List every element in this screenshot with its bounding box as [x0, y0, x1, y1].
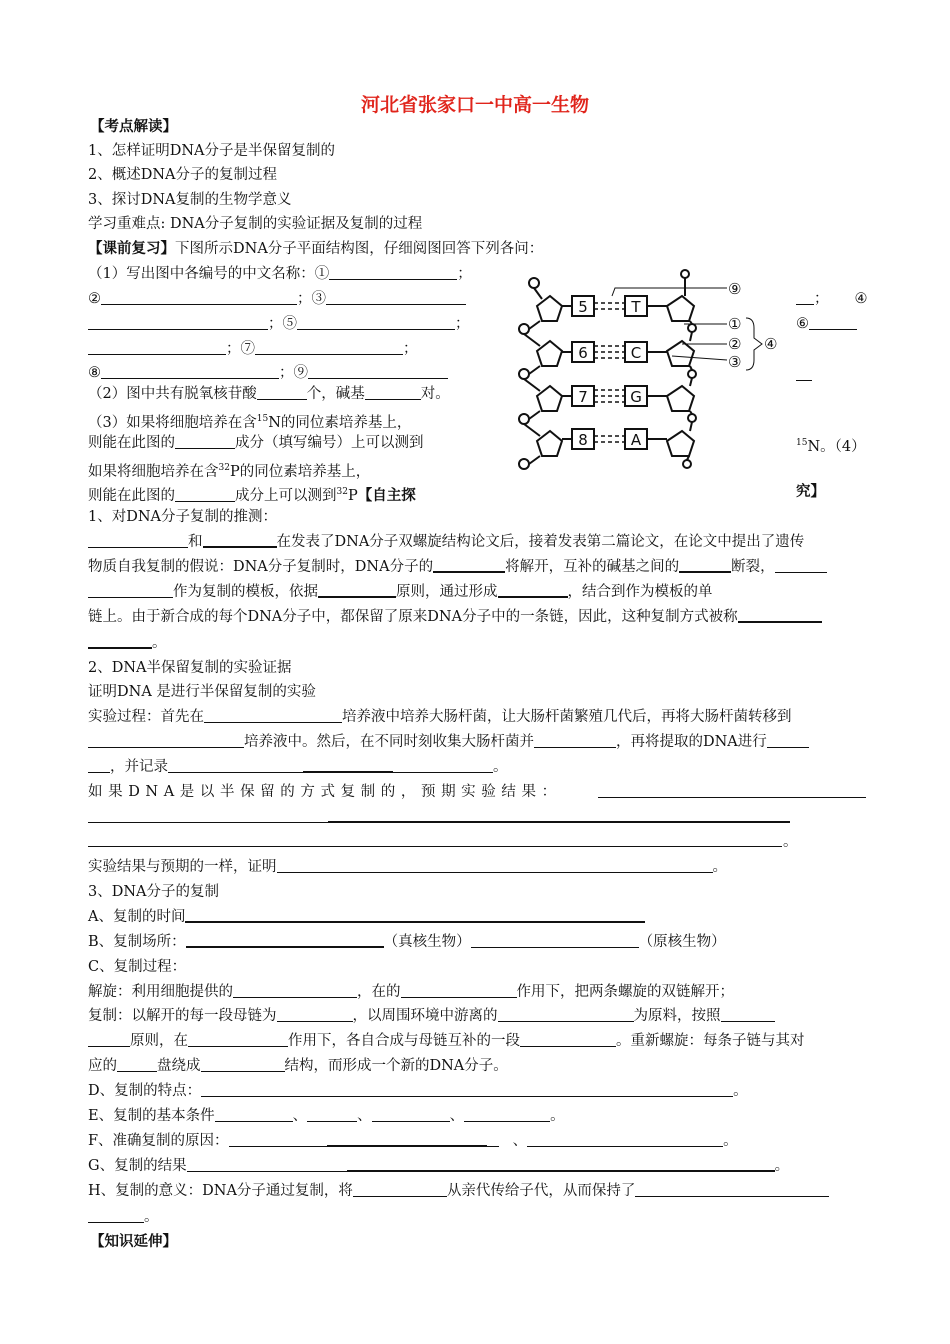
blank-time[interactable] [185, 907, 645, 923]
s2-title: 2、DNA半保留复制的实验证据 [88, 660, 292, 676]
blank-pairing[interactable] [88, 1032, 130, 1047]
blank-enzyme[interactable] [188, 1032, 288, 1047]
s3-D: D、复制的特点： 。 [88, 1083, 748, 1099]
s2-line1: 实验过程：首先在 培养液中培养大肠杆菌，让大肠杆菌繁殖几代后，再将大肠杆菌转移到 [88, 709, 792, 725]
blank-9[interactable] [308, 364, 448, 379]
blank-semiconservative[interactable] [738, 607, 822, 623]
blank-expected-3[interactable] [88, 846, 782, 847]
base-C: C [630, 344, 642, 362]
blank-genetic-info[interactable] [353, 1182, 447, 1197]
base-G: G [630, 388, 642, 406]
s3-G: G、复制的结果 。 [88, 1158, 790, 1174]
blank-structure[interactable] [201, 1057, 285, 1072]
s3-B: B、复制场所： （真核生物） （原核生物） [88, 934, 726, 950]
blank-8[interactable] [101, 364, 279, 379]
s1-line2: 物质自我复制的假说：DNA分子复制时，DNA分子的 将解开，互补的碱基之间的 断裂， [88, 557, 827, 577]
blank-scientist-2[interactable] [203, 532, 277, 548]
dna-structure-diagram [512, 266, 790, 476]
blank-result[interactable] [347, 1156, 775, 1172]
blank-strand[interactable] [520, 1032, 616, 1047]
label-9: ⑨ [728, 280, 742, 298]
s1-line3: 作为复制的模板，依据 原则，通过形成 ，结合到作为模板的单 [88, 582, 713, 602]
q3-line1: （3）如果将细胞培养在含$^{15}$N的同位素培养基上， [88, 414, 412, 431]
blank-cond-4[interactable] [464, 1107, 550, 1122]
blank-prove[interactable] [277, 858, 713, 873]
blank-6b[interactable] [809, 315, 857, 330]
s3-H2: 。 [88, 1207, 159, 1227]
s3-copy-3: 应的 盘绕成 结构，而形成一个新的DNA分子。 [88, 1058, 508, 1074]
blank-cond-1[interactable] [215, 1107, 293, 1122]
blank-record[interactable] [303, 757, 393, 773]
blank-cond-3[interactable] [372, 1107, 450, 1122]
s2-line2: 培养液中。然后，在不同时刻收集大肠杆菌并 ，再将提取的DNA进行 [88, 732, 809, 752]
q1-right-3 [796, 365, 812, 385]
point-3: 3、探讨DNA复制的生物学意义 [88, 192, 292, 208]
point-2: 2、概述DNA分子的复制过程 [88, 167, 278, 183]
blank-reason-2[interactable] [527, 1132, 723, 1147]
page-title: 河北省张家口一中高一生物 [360, 94, 589, 116]
label-1: ① [728, 315, 742, 333]
point-1: 1、怎样证明DNA分子是半保留复制的 [88, 143, 336, 159]
q4-line1: 如果将细胞培养在含$^{32}$P的同位素培养基上， [88, 463, 371, 480]
s3-E: E、复制的基本条件 、 、 、 。 [88, 1108, 565, 1124]
s3-A: A、复制的时间 [88, 907, 645, 927]
blank-expected-2[interactable] [328, 821, 790, 823]
blank-6[interactable] [88, 340, 226, 355]
base-7: 7 [578, 388, 588, 406]
s2-line5: 实验结果与预期的一样，证明 。 [88, 859, 727, 875]
s3-copy-1: 复制：以解开的每一段母链为 ，以周围环境中游离的 为原料，按照 [88, 1006, 775, 1026]
blank-q2-count[interactable] [257, 385, 307, 400]
q1-line1: （1）写出图中各编号的中文名称：① ； [88, 266, 472, 282]
s3-F: F、准确复制的原因： 、 。 [88, 1133, 738, 1149]
s2-line4: 如果DNA是以半保留的方式复制的，预期实验结果： [88, 784, 562, 800]
base-5: 5 [578, 298, 588, 316]
section-heading-kaodian: 【考点解读】 [90, 119, 177, 135]
label-3: ③ [728, 353, 742, 371]
q1-line4: ；⑦ ； [88, 339, 418, 359]
blank-reason-1[interactable] [327, 1131, 487, 1147]
blank-5[interactable] [297, 315, 455, 330]
blank-raw[interactable] [498, 1007, 634, 1022]
s2-a: 证明DNA 是进行半保留复制的实验 [88, 684, 316, 700]
blank-expected-1[interactable] [598, 797, 866, 798]
q1-right-1: ； ④ [796, 289, 868, 309]
blank-q2-pairs[interactable] [365, 385, 421, 400]
blank-3[interactable] [326, 290, 466, 305]
key-difficulty: 学习重难点: DNA分子复制的实验证据及复制的过程 [88, 216, 423, 232]
zizhu-tail: 究】 [796, 484, 825, 500]
s3-unwind: 解旋：利用细胞提供的 ，在的 作用下，把两条螺旋的双链解开； [88, 984, 734, 1000]
blank-1[interactable] [329, 265, 457, 280]
label-4: ④ [764, 335, 778, 353]
section-heading-review: 【课前复习】 [88, 241, 175, 257]
blank-q4[interactable] [175, 487, 235, 502]
blank-medium-1[interactable] [204, 708, 342, 723]
base-T: T [631, 298, 641, 316]
s2-line3: ，并记录 。 [88, 757, 508, 777]
base-6: 6 [578, 344, 588, 362]
blank-form[interactable] [498, 582, 568, 598]
q3-right: $^{15}$N。（4） [796, 438, 866, 455]
blank-double-helix[interactable] [433, 557, 505, 573]
review-intro: 【课前复习】下图所示DNA分子平面结构图，仔细阅图回答下列各问： [88, 241, 544, 257]
q1-line5: ⑧ ；⑨ [88, 363, 448, 383]
q1-right-2: ⑥ [796, 314, 857, 334]
blank-extract[interactable] [534, 733, 616, 748]
base-8: 8 [578, 431, 588, 449]
blank-place-prok[interactable] [471, 933, 639, 948]
blank-helicase[interactable] [401, 983, 517, 998]
s1-title: 1、对DNA分子复制的推测： [88, 509, 278, 525]
q3-line2: 则能在此图的 成分（填写编号）上可以测到 [88, 435, 424, 451]
blank-template[interactable] [88, 583, 173, 598]
q4-line2: 则能在此图的 成分上可以测到$^{32}$P【自主探 [88, 487, 416, 504]
blank-2[interactable] [101, 290, 297, 305]
blank-template-2[interactable] [277, 1007, 353, 1022]
s1-line4: 链上。由于新合成的每个DNA分子中，都保留了原来DNA分子中的一条链，因此，这种复制方式被称 [88, 607, 822, 627]
s3-C: C、复制过程： [88, 959, 187, 975]
blank-principle[interactable] [318, 582, 396, 598]
s1-line5: 。 [88, 633, 167, 653]
q1-line2: ② ；③ [88, 289, 466, 309]
blank-q3[interactable] [175, 434, 235, 449]
blank-place-euk[interactable] [186, 932, 384, 948]
blank-medium-2[interactable] [88, 733, 244, 748]
blank-bond[interactable] [679, 557, 731, 573]
label-2: ② [728, 335, 742, 353]
s3-copy-2: 原则，在 作用下，各自合成与母链互补的一段 。重新螺旋：每条子链与其对 [88, 1031, 805, 1051]
s1-line1: 和 在发表了DNA分子双螺旋结构论文后，接着发表第二篇论文，在论文中提出了遗传 [88, 532, 804, 552]
section-heading-extension: 【知识延伸】 [90, 1234, 177, 1250]
blank-4[interactable] [88, 315, 268, 330]
blank-centrifuge[interactable] [88, 758, 110, 773]
blank-scientist-1[interactable] [88, 533, 188, 548]
blank-continuity[interactable] [635, 1182, 829, 1197]
blank-feature[interactable] [201, 1082, 733, 1097]
blank-mother[interactable] [117, 1057, 157, 1072]
blank-energy[interactable] [233, 983, 357, 998]
blank-7[interactable] [255, 340, 403, 355]
blank-cond-2[interactable] [307, 1107, 357, 1122]
q1-line3: ；⑤ ； [88, 314, 470, 334]
q2-line: （2）图中共有脱氧核苷酸 个，碱基 对。 [88, 386, 450, 402]
s3-title: 3、DNA分子的复制 [88, 884, 220, 900]
s3-H: H、复制的意义：DNA分子通过复制，将 从亲代传给子代，从而保持了 [88, 1181, 829, 1201]
base-A: A [630, 431, 642, 449]
